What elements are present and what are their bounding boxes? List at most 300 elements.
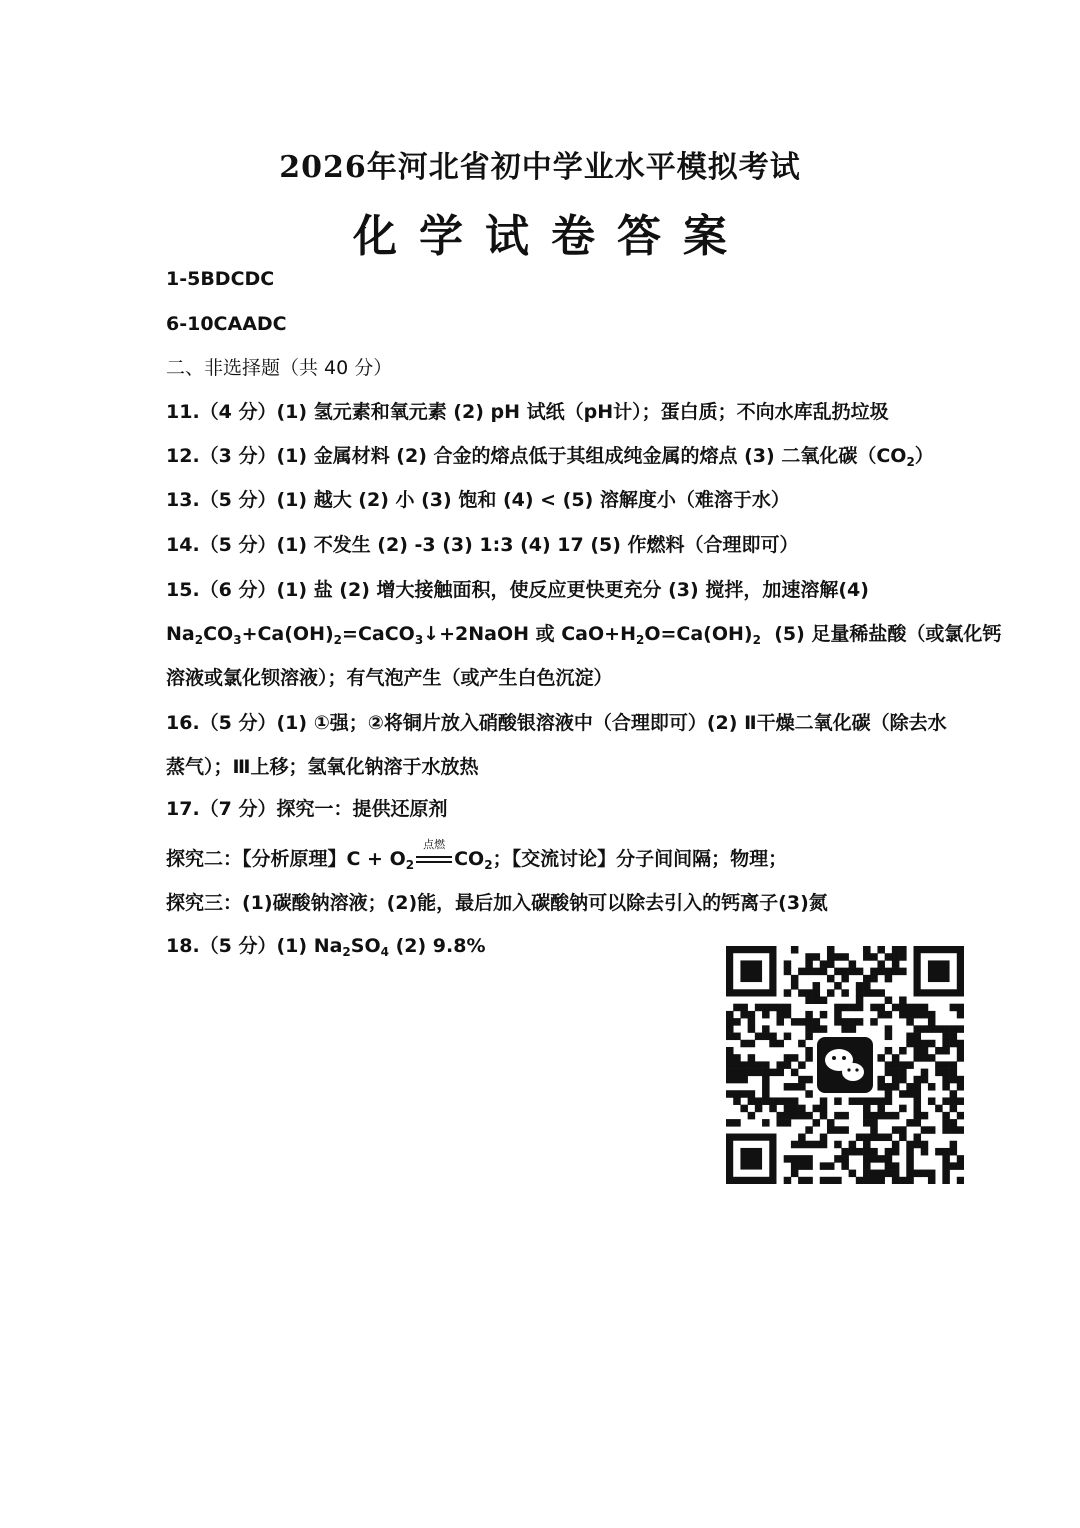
qr-module <box>769 1040 777 1048</box>
qr-module <box>827 960 835 968</box>
qr-module <box>820 968 828 976</box>
qr-module <box>805 1025 813 1033</box>
qr-module <box>805 1126 813 1134</box>
qr-module <box>921 1004 929 1012</box>
qr-module <box>877 1134 885 1142</box>
qr-module <box>733 1076 741 1084</box>
qr-module <box>942 1040 950 1048</box>
qr-module <box>762 1069 770 1077</box>
qr-module <box>899 1047 907 1055</box>
qr-module <box>813 982 821 990</box>
qr-module <box>942 1097 950 1105</box>
qr-module <box>748 1061 756 1069</box>
qr-module <box>914 1112 922 1120</box>
qr-module <box>950 1119 958 1127</box>
qr-module <box>957 1047 964 1055</box>
qr-module <box>921 1170 929 1178</box>
qr-module <box>849 1148 857 1156</box>
qr-module <box>748 1097 756 1105</box>
qr-module <box>827 1162 835 1170</box>
formula-part: Na <box>166 623 195 645</box>
qr-module <box>885 1069 893 1077</box>
qr-module <box>762 1097 770 1105</box>
qr-module <box>870 989 878 997</box>
qr-module <box>827 953 835 961</box>
qr-module <box>820 1105 828 1113</box>
qr-module <box>942 1069 950 1077</box>
qr-module <box>805 1018 813 1026</box>
qr-module <box>906 1004 914 1012</box>
qr-module <box>877 1112 885 1120</box>
qr-module <box>820 1025 828 1033</box>
qr-module <box>776 1119 784 1127</box>
qr-module <box>957 1040 964 1048</box>
qr-module <box>849 1018 857 1026</box>
subscript: 2 <box>906 455 915 469</box>
qr-module <box>892 1141 900 1149</box>
qr-module <box>776 1112 784 1120</box>
qr-module <box>791 1170 799 1178</box>
qr-module <box>820 960 828 968</box>
qr-module <box>827 975 835 983</box>
qr-module <box>820 1097 828 1105</box>
qr-module <box>791 1112 799 1120</box>
qr-module <box>885 953 893 961</box>
qr-module <box>957 1177 964 1184</box>
qr-module <box>748 1011 756 1019</box>
qr-module <box>856 1134 864 1142</box>
qr-module <box>863 1105 871 1113</box>
qr-module <box>906 1061 914 1069</box>
qr-module <box>805 1112 813 1120</box>
qr-module <box>863 1155 871 1163</box>
formula-part: CO <box>454 848 485 870</box>
formula-part: =CaCO <box>342 623 415 645</box>
qr-module <box>841 1025 849 1033</box>
qr-module <box>899 1105 907 1113</box>
qr-module <box>957 1162 964 1170</box>
qr-module <box>813 1119 821 1127</box>
qr-module <box>740 1011 748 1019</box>
qr-module <box>906 1148 914 1156</box>
qr-module <box>863 1177 871 1184</box>
qr-module <box>798 1105 806 1113</box>
qr-module <box>914 1134 922 1142</box>
qr-module <box>906 1090 914 1098</box>
qr-module <box>856 1018 864 1026</box>
qr-module <box>950 1141 958 1149</box>
qr-module <box>957 1004 964 1012</box>
qr-module <box>849 968 857 976</box>
qr-module <box>834 953 842 961</box>
qr-module <box>769 1004 777 1012</box>
qr-module <box>820 1162 828 1170</box>
qr-module <box>827 989 835 997</box>
qr-module <box>899 996 907 1004</box>
qr-module <box>834 1141 842 1149</box>
qr-module <box>798 1040 806 1048</box>
qr-module <box>762 1090 770 1098</box>
exam-subtitle: 化学试卷答案 <box>353 211 749 262</box>
qr-module <box>950 1105 958 1113</box>
qr-module <box>914 1040 922 1048</box>
qr-module <box>863 1134 871 1142</box>
qr-module <box>791 982 799 990</box>
qr-module <box>863 946 871 954</box>
qr-module <box>892 1069 900 1077</box>
qr-finder-core <box>928 960 950 982</box>
qr-module <box>740 1069 748 1077</box>
qr-module <box>769 1069 777 1077</box>
qr-module <box>805 1155 813 1163</box>
qr-module <box>776 1004 784 1012</box>
qr-module <box>733 1018 741 1026</box>
qr-module <box>791 1069 799 1077</box>
qr-module <box>870 975 878 983</box>
qr-module <box>784 1083 792 1091</box>
exam-title: 2026年河北省初中学业水平模拟考试 <box>279 150 801 185</box>
qr-module <box>813 1025 821 1033</box>
qr-module <box>914 1170 922 1178</box>
qr-module <box>726 1033 734 1041</box>
qr-module <box>914 1076 922 1084</box>
qr-module <box>863 1162 871 1170</box>
qr-module <box>841 968 849 976</box>
qr-module <box>870 953 878 961</box>
qr-module <box>914 1097 922 1105</box>
qr-module <box>921 1054 929 1062</box>
qr-module <box>805 1090 813 1098</box>
qr-module <box>849 1025 857 1033</box>
wechat-eye <box>832 1056 836 1060</box>
qr-module <box>841 1148 849 1156</box>
subscript: 2 <box>635 633 645 647</box>
qr-module <box>899 1004 907 1012</box>
answer-q15-line2 <box>166 621 1001 653</box>
qr-module <box>726 1047 734 1055</box>
qr-module <box>776 1069 784 1077</box>
qr-module <box>950 1061 958 1069</box>
qr-module <box>827 946 835 954</box>
qr-module <box>762 1033 770 1041</box>
formula-part: ；【交流讨论】分子间间隔；物理； <box>492 848 788 870</box>
qr-module <box>834 1112 842 1120</box>
qr-module <box>841 1004 849 1012</box>
qr-module <box>776 1040 784 1048</box>
qr-module <box>834 968 842 976</box>
qr-module <box>892 1061 900 1069</box>
qr-module <box>798 1083 806 1091</box>
qr-module <box>885 1162 893 1170</box>
qr-module <box>755 1004 763 1012</box>
wechat-eye <box>855 1068 858 1071</box>
qr-module <box>740 1105 748 1113</box>
qr-module <box>726 1018 734 1026</box>
qr-module <box>921 1148 929 1156</box>
qr-module <box>950 1004 958 1012</box>
qr-module <box>877 968 885 976</box>
reaction-condition <box>416 838 452 872</box>
qr-module <box>921 1076 929 1084</box>
qr-module <box>841 975 849 983</box>
qr-module <box>899 1126 907 1134</box>
qr-module <box>914 1054 922 1062</box>
subscript: 2 <box>752 633 761 647</box>
qr-module <box>805 1162 813 1170</box>
qr-module <box>776 1097 784 1105</box>
answer-q12-text: 12.（3 分）(1) 金属材料 (2) 合金的熔点低于其组成纯金属的熔点 (3) 二氧化碳（CO <box>166 445 907 467</box>
qr-module <box>784 968 792 976</box>
qr-module <box>885 1097 893 1105</box>
qr-module <box>935 1025 943 1033</box>
qr-module <box>892 1126 900 1134</box>
qr-module <box>870 968 878 976</box>
qr-module <box>784 1061 792 1069</box>
qr-module <box>805 1076 813 1084</box>
answer-q15-line3: 溶液或氯化钡溶液）；有气泡产生（或产生白色沉淀） <box>166 667 613 689</box>
qr-module <box>942 1126 950 1134</box>
qr-module <box>849 960 857 968</box>
qr-code-image <box>726 946 964 1184</box>
qr-module <box>870 1097 878 1105</box>
qr-module <box>914 1004 922 1012</box>
qr-module <box>798 1076 806 1084</box>
answer-q17-line3: 探究三：(1)碳酸钠溶液；(2)能，最后加入碳酸钠可以除去引入的钙离子(3)氮 <box>166 892 828 914</box>
qr-module <box>885 996 893 1004</box>
qr-code[interactable] <box>726 946 964 1184</box>
qr-module <box>942 1033 950 1041</box>
qr-module <box>748 1112 756 1120</box>
qr-module <box>877 1011 885 1019</box>
qr-module <box>784 1097 792 1105</box>
qr-module <box>791 1162 799 1170</box>
qr-module <box>928 1011 936 1019</box>
qr-module <box>892 1054 900 1062</box>
qr-module <box>950 1069 958 1077</box>
qr-module <box>942 1076 950 1084</box>
qr-module <box>791 1155 799 1163</box>
qr-module <box>805 1054 813 1062</box>
qr-module <box>791 975 799 983</box>
qr-module <box>899 1177 907 1184</box>
qr-module <box>820 1141 828 1149</box>
qr-module <box>791 1105 799 1113</box>
qr-module <box>892 946 900 954</box>
qr-module <box>748 1069 756 1077</box>
qr-module <box>841 1018 849 1026</box>
qr-module <box>726 1069 734 1077</box>
qr-module <box>776 1061 784 1069</box>
qr-module <box>885 1155 893 1163</box>
qr-module <box>885 1061 893 1069</box>
qr-module <box>849 1141 857 1149</box>
qr-module <box>914 1083 922 1091</box>
qr-module <box>820 1011 828 1019</box>
qr-module <box>892 1162 900 1170</box>
formula-part: ↓+2NaOH 或 CaO+H <box>423 623 636 645</box>
subscript: 2 <box>342 945 351 959</box>
qr-module <box>921 1126 929 1134</box>
qr-module <box>885 975 893 983</box>
qr-module <box>914 1033 922 1041</box>
qr-module <box>798 1155 806 1163</box>
qr-module <box>892 960 900 968</box>
qr-module <box>748 1040 756 1048</box>
qr-module <box>892 1148 900 1156</box>
qr-module <box>899 968 907 976</box>
mc-answers-1-5: 1-5BDCDC <box>166 268 275 290</box>
qr-module <box>899 1061 907 1069</box>
answer-q17-line1: 17.（7 分）探究一：提供还原剂 <box>166 798 448 820</box>
qr-module <box>950 1097 958 1105</box>
qr-module <box>950 1076 958 1084</box>
qr-module <box>733 1004 741 1012</box>
qr-module <box>921 1025 929 1033</box>
qr-module <box>957 1076 964 1084</box>
formula-part: CO <box>203 623 234 645</box>
qr-module <box>921 1040 929 1048</box>
qr-module <box>769 1105 777 1113</box>
qr-module <box>863 1141 871 1149</box>
qr-module <box>892 1004 900 1012</box>
qr-module <box>950 1148 958 1156</box>
wechat-bubble-small-inner <box>843 1064 863 1080</box>
qr-module <box>856 1148 864 1156</box>
qr-module <box>950 1162 958 1170</box>
qr-module <box>856 989 864 997</box>
qr-module <box>877 946 885 954</box>
qr-module <box>813 1105 821 1113</box>
qr-module <box>892 953 900 961</box>
qr-module <box>957 1126 964 1134</box>
qr-module <box>957 1155 964 1163</box>
qr-module <box>784 1011 792 1019</box>
qr-module <box>899 953 907 961</box>
qr-module <box>942 1162 950 1170</box>
qr-module <box>755 1069 763 1077</box>
qr-module <box>906 1155 914 1163</box>
qr-module <box>762 1083 770 1091</box>
qr-module <box>776 1018 784 1026</box>
qr-module <box>885 1170 893 1178</box>
qr-module <box>798 1141 806 1149</box>
formula-part: (2) 9.8% <box>388 935 486 957</box>
qr-module <box>820 1112 828 1120</box>
qr-module <box>950 1040 958 1048</box>
qr-module <box>885 1047 893 1055</box>
qr-module <box>791 1083 799 1091</box>
qr-module <box>877 1155 885 1163</box>
qr-module <box>892 1170 900 1178</box>
qr-module <box>877 1004 885 1012</box>
qr-module <box>957 1025 964 1033</box>
qr-module <box>784 1177 792 1184</box>
qr-module <box>769 1097 777 1105</box>
mc-answers-6-10: 6-10CAADC <box>166 313 287 335</box>
qr-module <box>928 1170 936 1178</box>
qr-module <box>928 1054 936 1062</box>
qr-module <box>733 1069 741 1077</box>
qr-module <box>791 946 799 954</box>
qr-module <box>935 1148 943 1156</box>
qr-module <box>935 1105 943 1113</box>
qr-module <box>755 1097 763 1105</box>
qr-module <box>942 1170 950 1178</box>
wechat-eye <box>842 1056 846 1060</box>
qr-module <box>877 1097 885 1105</box>
qr-module <box>776 1011 784 1019</box>
qr-module <box>733 1097 741 1105</box>
qr-module <box>755 1105 763 1113</box>
answer-q18 <box>166 933 486 965</box>
qr-module <box>942 1112 950 1120</box>
qr-module <box>863 953 871 961</box>
qr-module <box>892 1177 900 1184</box>
qr-module <box>740 1004 748 1012</box>
qr-module <box>870 1170 878 1178</box>
qr-module <box>841 1112 849 1120</box>
qr-module <box>841 953 849 961</box>
qr-module <box>784 1054 792 1062</box>
qr-module <box>798 1018 806 1026</box>
qr-module <box>877 1076 885 1084</box>
qr-module <box>784 1112 792 1120</box>
subscript: 2 <box>484 858 493 872</box>
qr-module <box>805 1033 813 1041</box>
qr-module <box>870 1126 878 1134</box>
qr-module <box>885 1083 893 1091</box>
qr-module <box>740 1090 748 1098</box>
qr-module <box>942 1177 950 1184</box>
qr-module <box>885 1011 893 1019</box>
qr-module <box>870 1119 878 1127</box>
qr-module <box>899 1134 907 1142</box>
qr-module <box>863 1097 871 1105</box>
qr-module <box>906 1040 914 1048</box>
subscript: 4 <box>380 945 389 959</box>
qr-module <box>813 989 821 997</box>
qr-module <box>899 946 907 954</box>
qr-module <box>762 1004 770 1012</box>
qr-module <box>885 1134 893 1142</box>
qr-module <box>928 1177 936 1184</box>
formula-part: (5) 足量稀盐酸（或氯化钙 <box>760 623 1002 645</box>
subscript: 2 <box>333 633 343 647</box>
qr-module <box>885 1090 893 1098</box>
qr-module <box>784 1155 792 1163</box>
qr-module <box>856 982 864 990</box>
qr-module <box>834 1097 842 1105</box>
qr-module <box>726 1011 734 1019</box>
qr-module <box>798 1162 806 1170</box>
qr-module <box>805 1011 813 1019</box>
qr-module <box>906 1033 914 1041</box>
qr-module <box>805 968 813 976</box>
qr-module <box>892 1112 900 1120</box>
qr-module <box>906 1177 914 1184</box>
qr-module <box>813 968 821 976</box>
qr-module <box>863 982 871 990</box>
qr-module <box>899 1069 907 1077</box>
qr-module <box>950 1090 958 1098</box>
subscript: 3 <box>233 633 242 647</box>
qr-module <box>784 1119 792 1127</box>
qr-module <box>914 1105 922 1113</box>
qr-module <box>914 1011 922 1019</box>
qr-module <box>921 1112 929 1120</box>
qr-module <box>827 1126 835 1134</box>
qr-module <box>791 1054 799 1062</box>
